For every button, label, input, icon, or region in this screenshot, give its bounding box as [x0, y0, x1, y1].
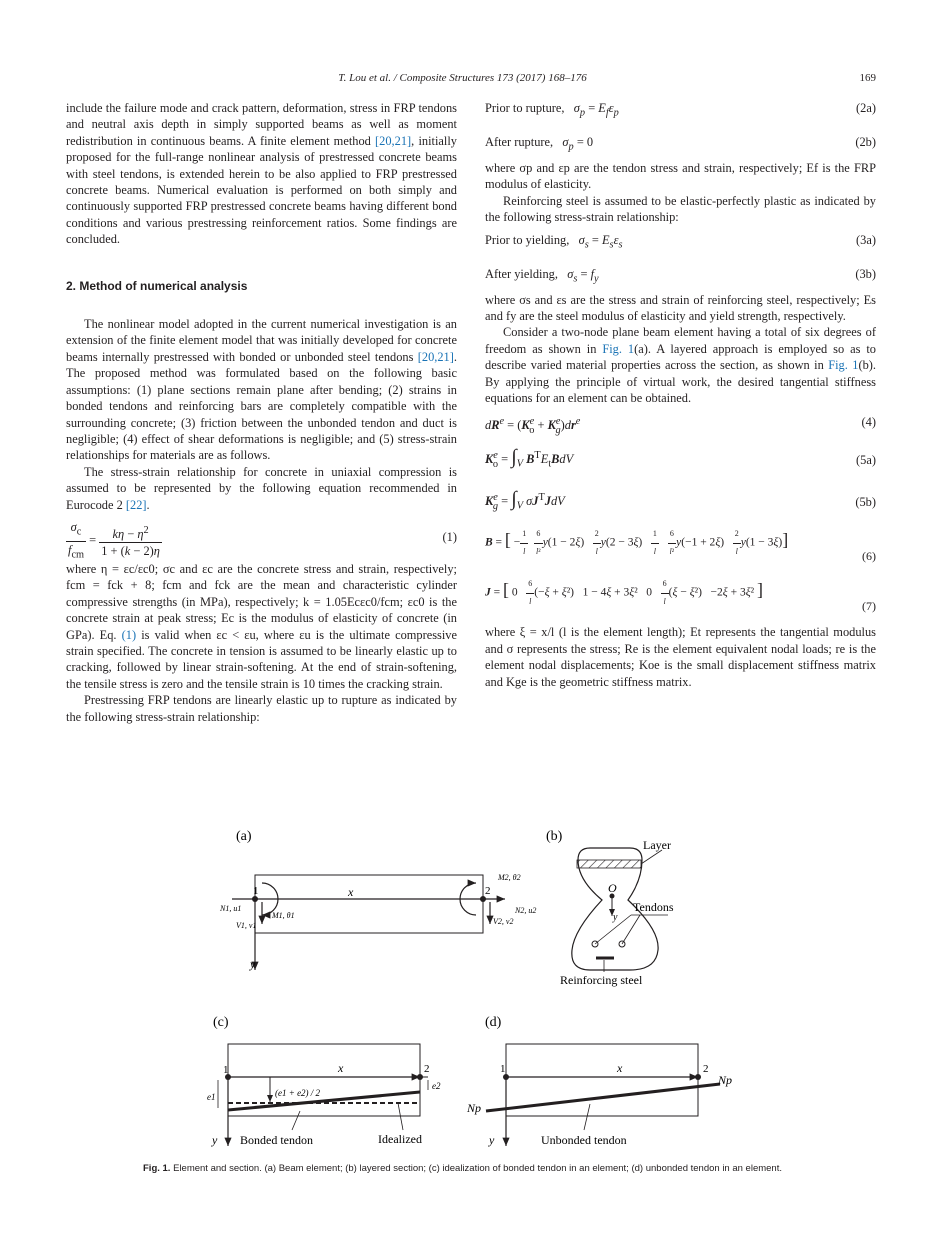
citation-link[interactable]: [20,21]: [375, 133, 412, 148]
panel-c-bonded-tendon: [207, 1044, 441, 1147]
equation-5a: $K^e_o = \int_V$ $B^TE_tBdV$ (5a): [485, 446, 876, 471]
svg-text:y: y: [250, 957, 256, 971]
svg-text:Idealized: Idealized: [378, 1132, 422, 1146]
svg-text:2: 2: [424, 1063, 430, 1075]
equation-number: (1): [442, 529, 457, 544]
paragraph-element: Consider a two-node plane beam element having a total of six degrees of freedom as shown in Fig. 1(a). A layered approach is employed so as to describe varied material properties across the section, as shown in Fig. 1(b). By applying the principle of virtual work, the desired tangential stiffness equations for an element can be obtained.: [485, 325, 876, 406]
figure-caption: [0, 1163, 925, 1174]
panel-a-label: (a): [236, 829, 252, 844]
svg-text:Np: Np: [718, 1073, 733, 1087]
svg-text:1: 1: [500, 1063, 506, 1075]
svg-text:y: y: [489, 1133, 495, 1147]
equation-4: $dR^e = (K^e_o + K^e_g)dr^e$ (4): [485, 415, 876, 437]
panel-a-beam-element: [219, 873, 536, 971]
panel-b-layered-section: [560, 838, 674, 987]
left-column: [66, 100, 457, 725]
svg-text:M1, θ1: M1, θ1: [272, 911, 295, 920]
journal-citation: T. Lou et al. / Composite Structures 173 (2017) 168–176: [338, 72, 587, 84]
svg-text:V1, v1: V1, v1: [236, 921, 257, 930]
svg-text:Tendons: Tendons: [633, 900, 674, 914]
paragraph-assumptions: The nonlinear model adopted in the current numerical investigation is an extension of the finite element model that was initially developed for concrete beams internally prestressed with bonded or unbonded steel tendons [20,21]. The proposed method was formulated based on the following basic assumptions: (1) plane sections remain plane after bending; (2) strains in bonded tendons and reinforcing bars are completely compatible with the surrounding concrete; (3) friction between the unbonded tendon and duct is negligible; (4) effect of shear deformations is negligible; and (5) stress-strain relationships for materials are as follows.: [66, 317, 457, 463]
equation-1: $\frac{\sigma_c}{f_{cm}}$ = $\frac{k\eta - \eta^2}{1 + (k - 2)\eta}$ (1): [68, 519, 457, 561]
svg-text:Bonded tendon: Bonded tendon: [240, 1133, 313, 1147]
svg-text:x: x: [338, 1061, 344, 1075]
svg-text:Np: Np: [467, 1101, 482, 1115]
paragraph-matrix-definitions: where ξ = x/l (l is the element length); Et represents the tangential modulus and σ represents the stress; Re is the element equivalent nodal loads; re is the element nodal displacements; Koe is the small displacement stiffness matrix and Kge is the geometric stiffness matrix.: [485, 625, 876, 689]
svg-text:x: x: [348, 885, 354, 899]
equation-3a: Prior to yielding, $\sigma_s = E_s\varepsilon_s$ (3a): [485, 232, 876, 251]
panel-b-label: (b): [546, 829, 563, 844]
svg-text:V2, v2: V2, v2: [493, 917, 514, 926]
svg-text:O: O: [608, 881, 617, 895]
panel-d-unbonded-tendon: [466, 1044, 732, 1147]
svg-text:(e1 + e2) / 2: (e1 + e2) / 2: [275, 1088, 321, 1098]
page-number: 169: [859, 72, 876, 84]
paragraph-concrete-definitions: where η = εc/εc0; σc and εc are the concrete stress and strain, respectively; fcm = fck + 8; fcm and fck are the mean and characteristic cylinder compressive strengths (in MPa), respectively; k = 1.05Ecεc0/fcm; εc0 is the concrete strain at peak stress; Ec is the modulus of elasticity of concrete (in GPa). Eq. (1) is valid when εc < εu, where εu is the ultimate compressive strain specified. The concrete in tension is assumed to be linearly elastic up to cracking, followed by linear strain-softening. At the end of strain-softening, the tensile stress is zero and the tensile strain is 10 times the cracking strain.: [66, 561, 458, 691]
paragraph-steel-definitions: where σs and εs are the stress and strain of reinforcing steel, respectively; Es and fy are the steel modulus of elasticity and yield strength, respectively.: [485, 292, 876, 324]
equation-3b: After yielding, $\sigma_s = f_y$ (3b): [485, 266, 876, 285]
svg-text:Unbonded tendon: Unbonded tendon: [541, 1133, 627, 1147]
svg-text:y: y: [613, 912, 618, 923]
svg-text:e1: e1: [207, 1092, 216, 1102]
figure-1: [0, 820, 925, 1200]
figure-link[interactable]: Fig. 1: [602, 341, 635, 356]
panel-d-label: (d): [485, 1015, 502, 1030]
paragraph-steel: Reinforcing steel is assumed to be elastic-perfectly plastic as indicated by the following stress-strain relationship:: [485, 193, 876, 225]
section-title: 2. Method of numerical analysis: [66, 278, 248, 293]
svg-text:Reinforcing steel: Reinforcing steel: [560, 973, 643, 987]
panel-c-label: (c): [213, 1015, 229, 1030]
caption-text: Element and section. (a) Beam element; (b) layered section; (c) idealization of bonded tendon in an element; (d) unbonded tendon in an element.: [170, 1163, 782, 1174]
svg-text:y: y: [212, 1133, 218, 1147]
intro-paragraph-end: include the failure mode and crack pattern, deformation, stress in FRP tendons and neutral axis depth in simply supported beams as well as moment redistribution in continuous beams. A finite element method [20,21], initially proposed for the full-range nonlinear analysis of prestressed concrete beams with steel tendons, is extended herein to be also applied to FRP prestressed concrete beams. Numerical evaluation is performed on both simply and continuously supported FRP prestressed concrete beams having different bond conditions and various prestressing reinforcement ratios. Some findings are concluded.: [66, 101, 457, 247]
citation-link[interactable]: [22]: [125, 497, 147, 512]
svg-text:M2, θ2: M2, θ2: [498, 873, 521, 882]
svg-text:2: 2: [703, 1063, 709, 1075]
svg-text:1: 1: [223, 1064, 229, 1076]
equation-7: J = [ 0 $\frac{6}{l}$ (−ξ + ξ²) 1 − 4ξ + 3ξ² 0 $\frac{6}{l}$ (ξ − ξ²) −2ξ + 3ξ² ] (7): [485, 576, 876, 616]
equation-link[interactable]: (1): [121, 627, 137, 642]
paragraph-frp: Prestressing FRP tendons are linearly elastic up to rupture as indicated by the following stress-strain relationship:: [66, 693, 457, 724]
svg-text:Layer: Layer: [643, 838, 671, 852]
paragraph-concrete: The stress-strain relationship for concrete in uniaxial compression is assumed to be represented by the following equation recommended in Eurocode 2 [22].: [66, 464, 457, 512]
right-column: [485, 100, 876, 690]
paragraph-tendon-definitions: where σp and εp are the tendon stress and strain, respectively; Ef is the FRP modulus of elasticity.: [485, 161, 876, 192]
caption-label: Fig. 1.: [143, 1163, 171, 1174]
equation-2a: Prior to rupture, $\sigma_p = E_f\varepsilon_p$ (2a): [485, 101, 876, 119]
svg-text:x: x: [617, 1061, 623, 1075]
equation-6: B = [ − $\frac{1}{l}$ $\frac{6}{\text{l²}}$ y(1 − 2ξ) $\frac{2}{l}$ y(2 − 3ξ) $\frac{1}{l}$ $\frac{6}{\text{l²}}$ y(−1 + 2ξ) $\frac{2}{l}$ y(1 − 3ξ)] (6): [485, 526, 876, 566]
svg-text:N2, u2: N2, u2: [515, 906, 537, 915]
svg-text:2: 2: [485, 885, 491, 897]
figure-1-drawing: [0, 820, 925, 1200]
svg-text:1: 1: [253, 885, 259, 897]
equation-2b: After rupture, $\sigma_p = 0$ (2b): [485, 135, 876, 153]
figure-link[interactable]: Fig. 1: [828, 358, 859, 373]
citation-link[interactable]: [20,21]: [417, 349, 454, 364]
equation-5b: $K^e_g = \int_V$ $\sigma J^TJdV$ (5b): [485, 488, 876, 513]
svg-text:e2: e2: [432, 1081, 441, 1091]
svg-text:N1, u1: N1, u1: [220, 904, 242, 913]
